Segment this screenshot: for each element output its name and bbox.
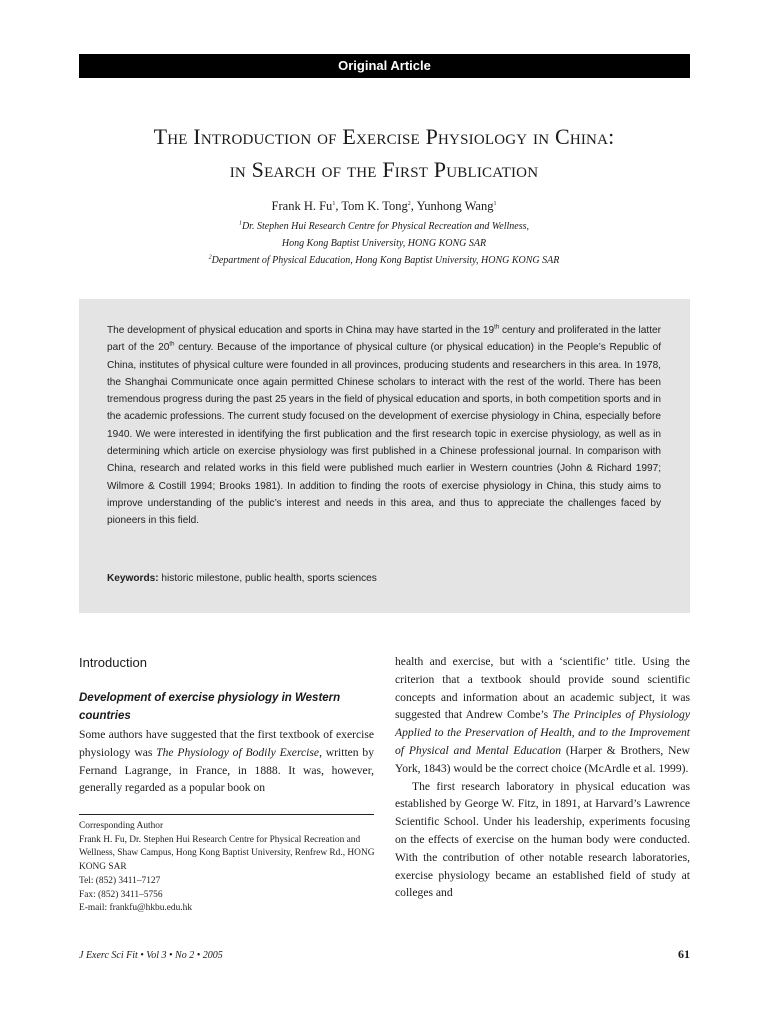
affiliation-1-continued xyxy=(60,237,708,251)
affiliation-mark: 2 xyxy=(208,254,212,261)
body-text: (Harper & Brothers, New York, 1843) would be the correct choice (McArdle et al. 1999). xyxy=(395,743,691,775)
affiliation-1 xyxy=(60,220,708,234)
footnote-label: Corresponding Author xyxy=(79,821,164,831)
keywords-label: Keywords: xyxy=(107,573,159,584)
body-paragraph: The first research laboratory in physical education was established by George W. Fitz, in 1891, at Harvard’s Lawrence Scientific School. Under his leadership, experiments focusing on the effects of exercise on the human body were conducted. With the contribution of other notable research laboratories, exercise physiology became an established field of study at colleges and xyxy=(395,779,690,900)
abstract-text xyxy=(107,322,661,530)
corresponding-author-footnote xyxy=(79,820,379,916)
author-name: Yunhong Wang xyxy=(416,199,494,213)
article-title-line-1: The Introduction of Exercise Physiology in China: xyxy=(153,124,615,149)
footnote-divider xyxy=(79,814,374,815)
affiliation-text: Dr. Stephen Hui Research Centre for Physical Recreation and Wellness, xyxy=(241,221,530,232)
footnote-telephone: Tel: (852) 3411–7127 xyxy=(79,875,161,886)
book-title: The Physiology of Bodily Exercise xyxy=(156,745,320,759)
right-column-body xyxy=(395,653,690,902)
affiliation-text: Hong Kong Baptist University, HONG KONG SAR xyxy=(281,238,487,249)
author-name: Tom K. Tong xyxy=(341,199,408,213)
footnote-fax: Fax: (852) 3411–5756 xyxy=(79,889,163,900)
body-text: health and exercise, but with a ‘scientific’ title. Using the criterion that a textbook should provide sound scientific concepts and information about an academic subject, it was suggested that Andrew Combe’s xyxy=(395,655,690,722)
author-list xyxy=(60,197,708,215)
author-affiliation-mark: 1 xyxy=(332,200,336,207)
keywords xyxy=(107,570,661,587)
article-title-line-2: in Search of the First Publication xyxy=(229,157,539,182)
body-text: Some authors have suggested that the first textbook of exercise physiology was xyxy=(79,728,374,759)
ordinal-suffix: th xyxy=(494,324,500,331)
journal-citation: J Exerc Sci Fit • Vol 3 • No 2 • 2005 xyxy=(79,950,223,961)
subsection-heading: Development of exercise physiology in Western countries xyxy=(79,692,341,722)
affiliation-text: Department of Physical Education, Hong Kong Baptist University, HONG KONG SAR xyxy=(211,255,560,266)
abstract-fragment: century. Because of the importance of physical culture (or physical education) in the People’s Republic of China, institutes of physical culture were founded in all provinces, producing students and researchers in this area. In 1978, the Shanghai Communicate once again permitted Chinese scholars to interact with the rest of the world. There has been tremendous progress during the past 25 years in the field of physical education and sports, in both competition sports and in the academic professions. The current study focused on the development of exercise physiology in China, especially before 1940. We were interested in identifying the first publication and the first research topic in exercise physiology, as well as in determining which article on exercise physiology was first published in a Chinese professional journal. In comparison with China, research and related works in this field were published much earlier in Western countries (John & Richard 1997; Wilmore & Costill 1994; Brooks 1981). In addition to finding the roots of exercise physiology in China, this study aims to improve understanding of the public’s interest and needs in this area, and thus to appreciate the challenges faced by pioneers in this field. xyxy=(107,342,661,527)
left-column-body xyxy=(79,726,374,797)
author-separator: , xyxy=(410,199,417,213)
ordinal-suffix: th xyxy=(169,341,175,348)
article-type-banner: Original Article xyxy=(79,54,690,78)
section-heading: Introduction xyxy=(79,655,147,670)
affiliation-mark: 1 xyxy=(238,220,242,227)
keywords-list: historic milestone, public health, sports sciences xyxy=(158,573,377,584)
body-text: , written by Fernand Lagrange, in France, in 1888. It was, however, generally regarded as a popular book on xyxy=(79,745,374,795)
author-separator: , xyxy=(335,199,342,213)
author-affiliation-mark: 1 xyxy=(493,200,497,207)
footnote-address: Frank H. Fu, Dr. Stephen Hui Research Centre for Physical Recreation and Wellness, Shaw Campus, Hong Kong Baptist University, Renfrew Rd., HONG KONG SAR xyxy=(79,834,375,873)
abstract-fragment: The development of physical education and sports in China may have started in the 19 xyxy=(107,325,495,336)
abstract-fragment: century and proliferated in the latter part of the 20 xyxy=(107,325,661,354)
author-name: Frank H. Fu xyxy=(271,199,333,213)
affiliation-2 xyxy=(60,254,708,268)
body-paragraph xyxy=(395,653,690,778)
body-paragraph xyxy=(79,726,374,797)
author-affiliation-mark: 2 xyxy=(407,200,411,207)
footnote-email: E-mail: frankfu@hkbu.edu.hk xyxy=(79,903,193,914)
book-title: The Principles of Physiology Applied to the Preservation of Health, and to the Improvement of Physical and Mental Education xyxy=(395,708,690,757)
page-number: 61 xyxy=(678,947,690,961)
